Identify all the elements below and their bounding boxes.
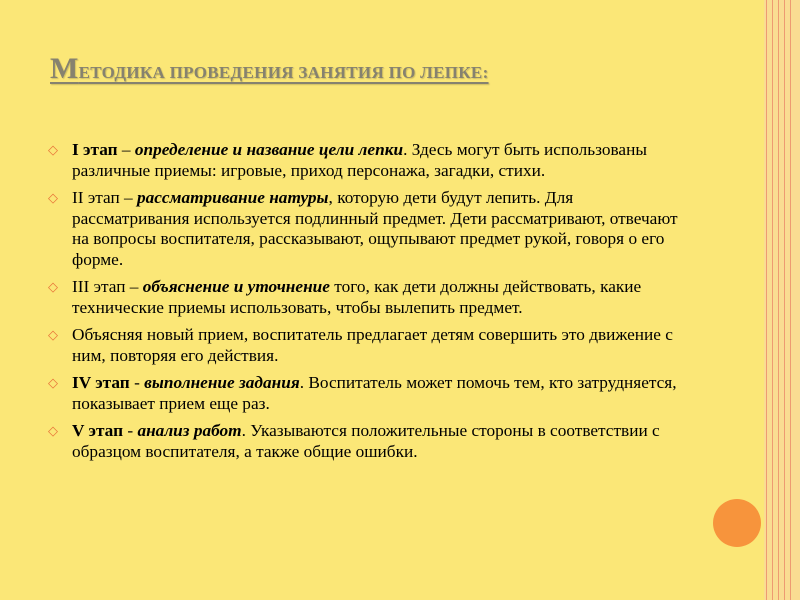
stage-title: определение и название цели лепки: [134, 140, 404, 159]
stage-label: III этап: [72, 277, 126, 296]
stage-text: Объясняя новый прием, воспитатель предлагает детям совершить это движение с ним, повторяя его действия.: [72, 325, 673, 365]
stage-text: . Указываются положительные стороны в соответствии с образцом воспитателя, а также общие ошибки.: [72, 421, 660, 461]
diamond-bullet-icon: ◇: [48, 143, 58, 158]
stage-title: анализ работ: [137, 421, 242, 440]
stage-dash: -: [129, 373, 145, 392]
right-stripe: [790, 0, 792, 600]
list-item: [48, 140, 688, 181]
title-rest: ЕТОДИКА ПРОВЕДЕНИЯ ЗАНЯТИЯ ПО ЛЕПКЕ:: [78, 63, 489, 82]
stage-label: V этап: [72, 421, 124, 440]
stage-text: . Воспитатель может помочь тем, кто затрудняется, показывает прием еще раз.: [72, 373, 677, 413]
stage-title: рассматривание натуры: [136, 188, 329, 207]
slide-title: [50, 52, 750, 86]
right-stripe: [766, 0, 768, 600]
stage-title: выполнение задания: [144, 373, 300, 392]
right-stripe: [772, 0, 774, 600]
stage-dash: –: [117, 140, 135, 159]
right-stripe: [784, 0, 786, 600]
stage-dash: -: [123, 421, 138, 440]
decorative-circle: [713, 499, 761, 547]
bullet-list: [48, 140, 688, 469]
stage-text: . Здесь могут быть использованы различные приемы: игровые, приход персонажа, загадки, стихи.: [72, 140, 647, 180]
right-stripe: [778, 0, 780, 600]
right-decorative-band: [764, 0, 800, 600]
stage-dash: –: [119, 188, 137, 207]
title-first-letter: М: [50, 52, 79, 85]
diamond-bullet-icon: ◇: [48, 191, 58, 206]
diamond-bullet-icon: ◇: [48, 376, 58, 391]
stage-dash: –: [125, 277, 143, 296]
list-item: [48, 373, 688, 414]
stage-label: I этап: [72, 140, 118, 159]
diamond-bullet-icon: ◇: [48, 280, 58, 295]
stage-text: , которую дети будут лепить. Для рассматривания используется подлинный предмет. Дети рассматривают, отвечают на вопросы воспитателя, рассказывают, ощупывают предмет рукой, говоря о его форме.: [72, 188, 678, 269]
diamond-bullet-icon: ◇: [48, 328, 58, 343]
diamond-bullet-icon: ◇: [48, 424, 58, 439]
stage-label: II этап: [72, 188, 120, 207]
stage-text: того, как дети должны действовать, какие технические приемы использовать, чтобы вылепить предмет.: [72, 277, 642, 317]
stage-label: IV этап: [72, 373, 130, 392]
stage-title: объяснение и уточнение: [142, 277, 330, 296]
list-item: [48, 325, 688, 366]
list-item: [48, 277, 688, 318]
list-item: [48, 421, 688, 462]
list-item: [48, 188, 688, 270]
